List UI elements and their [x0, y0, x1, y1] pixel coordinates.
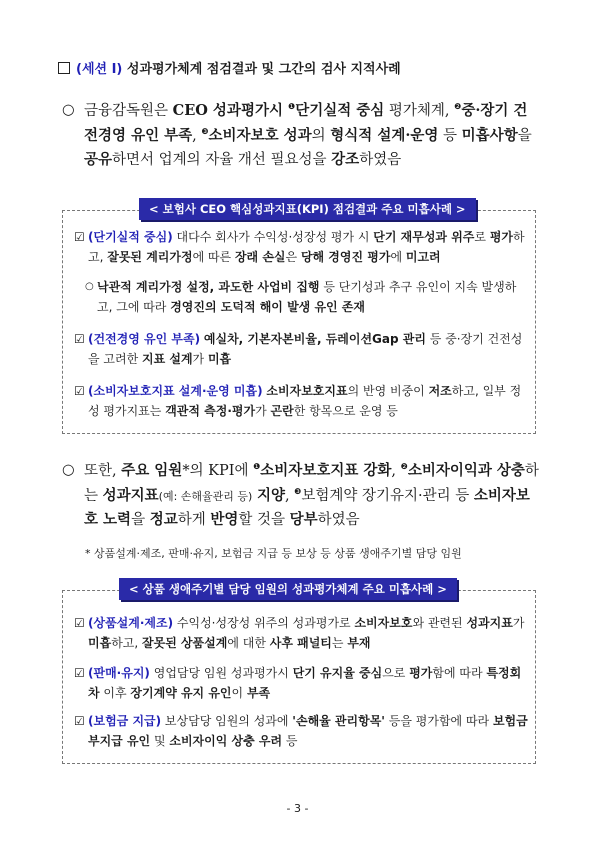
lifecycle-findings-banner: < 상품 생애주기별 담당 임원의 성과평가체계 주요 미흡사례 > — [119, 578, 457, 600]
circle-bullet-icon: ○ — [62, 462, 75, 478]
section-label: (세션 Ⅰ) — [76, 62, 123, 77]
kpi-findings-box — [62, 202, 536, 434]
checked-box-icon: ☑ — [74, 384, 85, 398]
checked-box-icon: ☑ — [74, 666, 85, 680]
finding-item: ☑ (단기실적 중심) 대다수 회사가 수익성·성장성 평가 시 단기 재무성과 위주로 평가하고, 잘못된 계리가정에 따른 장래 손실은 당해 경영진 평가에 미고려 — [74, 227, 529, 267]
checked-box-icon: ☑ — [74, 230, 85, 244]
finding-item: ☑ (소비자보호지표 설계·운영 미흡) 소비자보호지표의 반영 비중이 저조하고, 일부 정성 평가지표는 객관적 측정·평가가 곤란한 항목으로 운영 등 — [74, 381, 529, 421]
kpi-findings-banner: < 보험사 CEO 핵심성과지표(KPI) 점검결과 주요 미흡사례 > — [139, 198, 476, 220]
paragraph-2 — [62, 459, 540, 533]
footnote: * 상품설계·제조, 판매·유지, 보험금 지급 등 보상 등 상품 생애주기별 담당 임원 — [85, 547, 462, 560]
circle-bullet-icon: ○ — [62, 102, 75, 118]
square-outline-icon — [58, 62, 70, 74]
paragraph-1-text: 금융감독원은 CEO 성과평가시 $^❶$단기실적 중심 평가체계, $^❷$중·장기 건전경영 유인 부족, $^❸$소비자보호 성과의 형식적 설계·운영 등 미흡사항을 공유하면서 업계의 자율 개선 필요성을 강조하였음 — [84, 102, 532, 168]
checked-box-icon: ☑ — [74, 714, 85, 728]
finding-item: ☑ (보험금 지급) 보상담당 임원의 성과에 '손해율 관리항목' 등을 평가함에 따라 보험금 부지급 유인 및 소비자이익 상충 우려 등 — [74, 711, 529, 751]
finding-item: ☑ (상품설계·제조) 수익성·성장성 위주의 성과평가로 소비자보호와 관련된 성과지표가 미흡하고, 잘못된 상품설계에 대한 사후 패널티는 부재 — [74, 613, 529, 653]
finding-sub-item: ○ 낙관적 계리가정 설정, 과도한 사업비 집행 등 단기성과 추구 유인이 지속 발생하고, 그에 따라 경영진의 도덕적 해이 발생 유인 존재 — [85, 277, 525, 317]
lifecycle-findings-box — [62, 582, 536, 764]
section-heading — [58, 58, 401, 77]
paragraph-1 — [62, 99, 540, 173]
paragraph-2-text: 또한, 주요 임원*의 KPI에 $^❶$소비자보호지표 강화, $^❷$소비자이익과 상충하는 성과지표(예: 손해율관리 등) 지양, $^❸$보험계약 장기유지·관리 등 소비자보호 노력을 정교하게 반영할 것을 당부하였음 — [84, 462, 539, 528]
page-number: - 3 - — [286, 802, 309, 815]
section-title: 성과평가체계 점검결과 및 그간의 검사 지적사례 — [126, 62, 401, 77]
checked-box-icon: ☑ — [74, 332, 85, 346]
small-circle-bullet-icon: ○ — [85, 281, 94, 292]
finding-item: ☑ (건전경영 유인 부족) 예실차, 기본자본비율, 듀레이션Gap 관리 등 중·장기 건전성을 고려한 지표 설계가 미흡 — [74, 329, 529, 369]
finding-item: ☑ (판매·유지) 영업담당 임원 성과평가시 단기 유지율 중심으로 평가함에 따라 특정회차 이후 장기계약 유지 유인이 부족 — [74, 663, 529, 703]
checked-box-icon: ☑ — [74, 616, 85, 630]
